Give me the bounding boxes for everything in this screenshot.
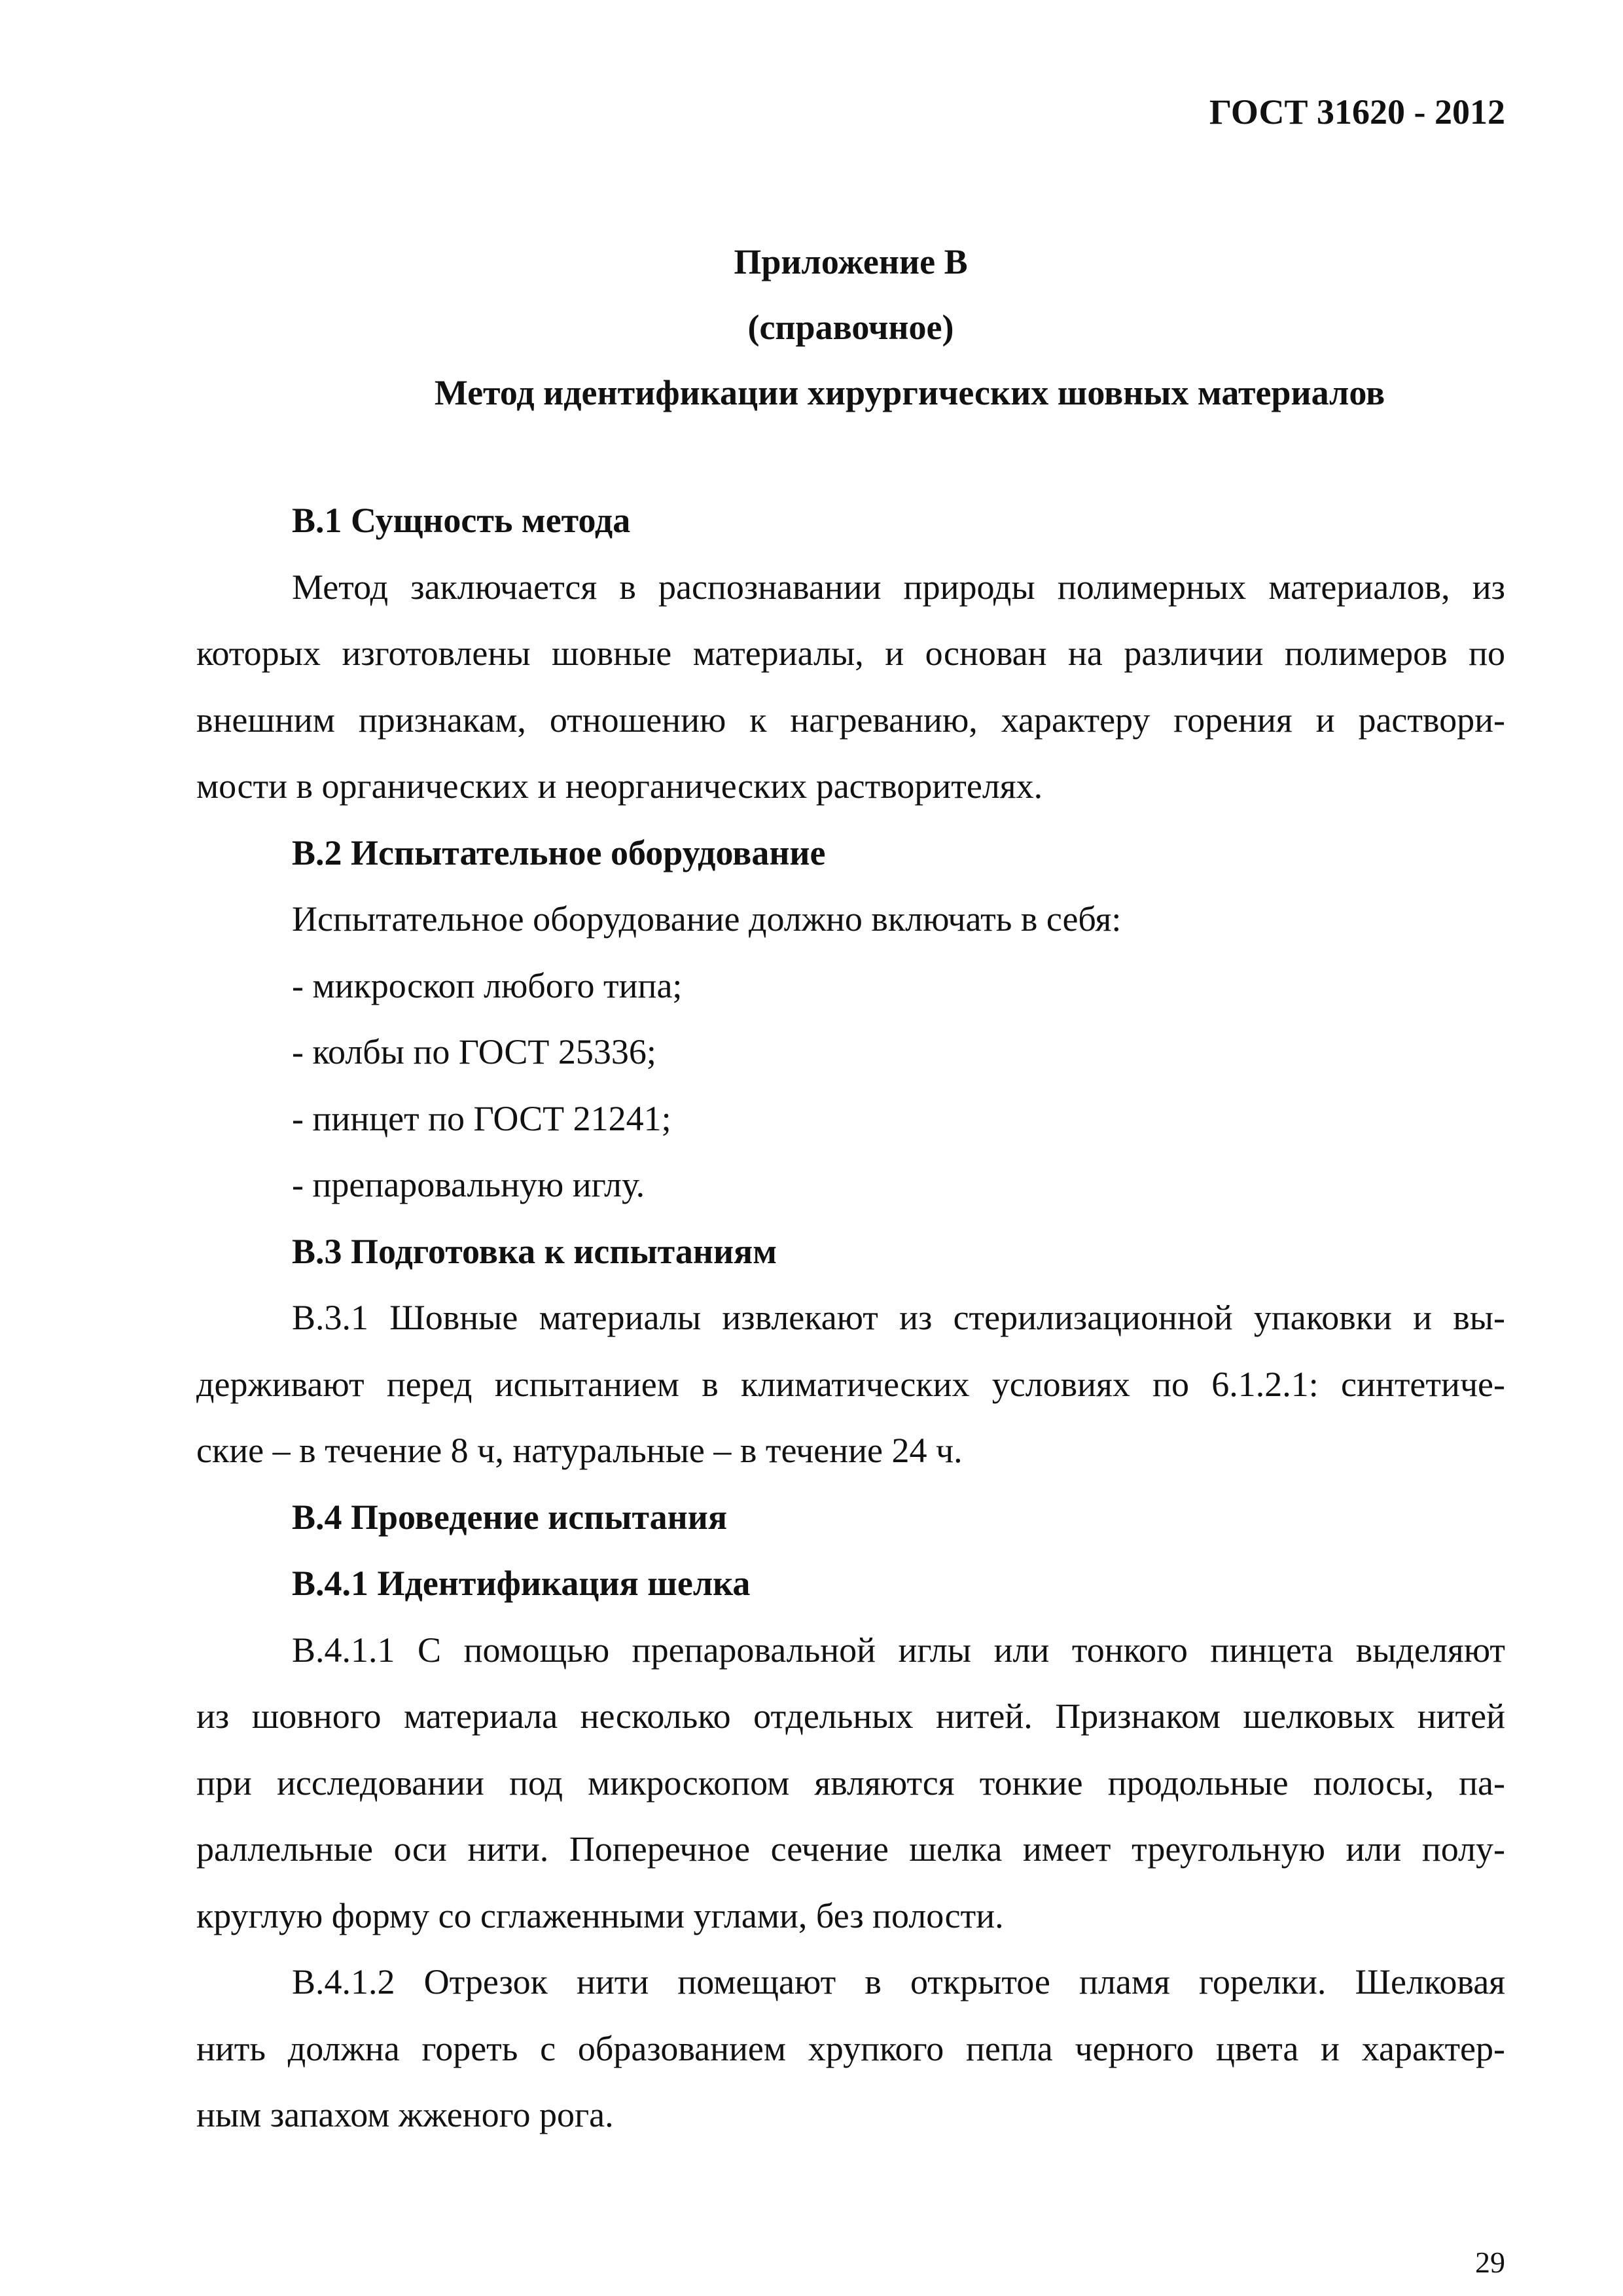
text-line: Метод заключается в распознавании природы полимерных материалов, из xyxy=(292,567,1505,607)
text-line: Испытательное оборудование должно включать в себя: xyxy=(292,899,1122,939)
text-line: В.4.1.2 Отрезок нити помещают в открытое пламя горелки. Шелковая xyxy=(292,1962,1505,2001)
text-line: круглую форму со сглаженными углами, без полости. xyxy=(196,1895,1004,1935)
section-heading: В.1 Сущность метода xyxy=(292,501,631,540)
document-code: ГОСТ 31620 - 2012 xyxy=(1209,92,1505,132)
document-body xyxy=(196,488,1505,2149)
text-line: мости в органических и неорганических растворителях. xyxy=(196,766,1043,806)
section-heading: В.3 Подготовка к испытаниям xyxy=(292,1231,777,1271)
text-line: ские – в течение 8 ч, натуральные – в течение 24 ч. xyxy=(196,1431,963,1470)
text-line: внешним признакам, отношению к нагреванию, характеру горения и раствори- xyxy=(196,700,1505,740)
text-line: В.3.1 Шовные материалы извлекают из стерилизационной упаковки и вы- xyxy=(292,1298,1505,1337)
text-line: которых изготовлены шовные материалы, и основан на различии полимеров по xyxy=(196,634,1505,673)
text-line: из шовного материала несколько отдельных нитей. Признаком шелковых нитей xyxy=(196,1696,1505,1736)
text-line: - препаровальную иглу. xyxy=(292,1165,645,1204)
text-line: - колбы по ГОСТ 25336; xyxy=(292,1032,656,1071)
section-heading: В.4.1 Идентификация шелка xyxy=(292,1564,751,1603)
text-line: В.4.1.1 С помощью препаровальной иглы или тонкого пинцета выделяют xyxy=(292,1630,1505,1670)
page-number: 29 xyxy=(1475,2246,1505,2279)
text-line: держивают перед испытанием в климатических условиях по 6.1.2.1: синтетиче- xyxy=(196,1364,1505,1404)
text-line: нить должна гореть с образованием хрупкого пепла черного цвета и характер- xyxy=(196,2028,1505,2068)
annex-title: Метод идентификации хирургических шовных материалов xyxy=(434,373,1385,412)
annex-header xyxy=(196,229,1505,425)
text-line: - пинцет по ГОСТ 21241; xyxy=(292,1098,671,1138)
text-line: при исследовании под микроскопом являются тонкие продольные полосы, па- xyxy=(196,1763,1505,1803)
annex-label: Приложение В xyxy=(734,242,968,281)
section-heading: В.4 Проведение испытания xyxy=(292,1497,728,1537)
text-line: - микроскоп любого типа; xyxy=(292,965,683,1005)
text-line: ным запахом жженого рога. xyxy=(196,2095,614,2134)
section-heading: В.2 Испытательное оборудование xyxy=(292,833,826,872)
annex-status: (справочное) xyxy=(747,308,954,347)
text-line: раллельные оси нити. Поперечное сечение шелка имеет треугольную или полу- xyxy=(196,1829,1505,1869)
